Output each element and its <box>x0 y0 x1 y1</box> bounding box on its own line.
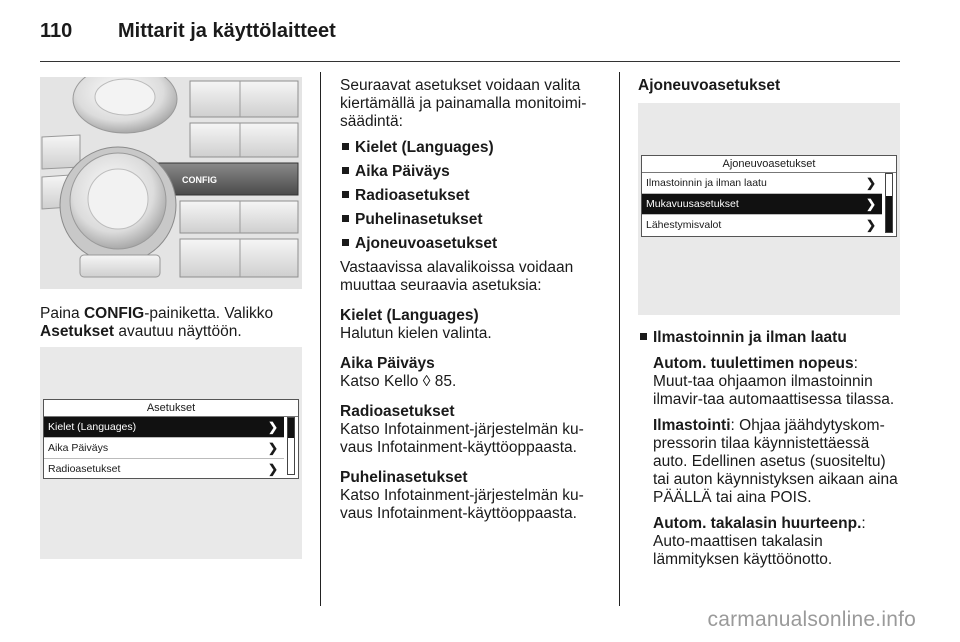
instruction-text-3: avautuu näyttöön. <box>114 323 242 340</box>
bullet-label: Aika Päiväys <box>355 163 450 180</box>
scrollbar-thumb[interactable] <box>886 196 892 232</box>
page-title: Mittarit ja käyttölaitteet <box>118 20 336 42</box>
config-button-label: CONFIG <box>182 175 217 185</box>
entry-separator: : <box>730 417 740 434</box>
scrollbar[interactable] <box>885 173 893 233</box>
bullet-languages <box>340 139 602 157</box>
menu-item-climate[interactable] <box>642 173 882 194</box>
bullet-date-time <box>340 163 602 181</box>
menu-item-radio-settings[interactable] <box>44 459 284 479</box>
config-console-illustration <box>40 77 302 289</box>
menu-item-languages[interactable] <box>44 417 284 438</box>
section-phone <box>340 469 602 523</box>
entry-separator: : <box>861 515 866 532</box>
section-body-text: Katso Kello <box>340 373 419 390</box>
entry-term: Autom. tuulettimen nopeus <box>653 355 854 372</box>
vehicle-settings-heading: Ajoneuvoasetukset <box>638 77 781 94</box>
bullet-radio <box>340 187 602 205</box>
entry-air-conditioning <box>653 417 900 507</box>
display-title: Asetukset <box>44 400 298 417</box>
bullet-label: Puhelinasetukset <box>355 211 483 228</box>
chevron-right-icon: ❯ <box>865 218 876 232</box>
scrollbar-thumb[interactable] <box>288 418 294 438</box>
bullet-label: Ajoneuvoasetukset <box>355 235 498 252</box>
bullet-label: Kielet (Languages) <box>355 139 494 156</box>
bullet-label: Ilmastoinnin ja ilman laatu <box>653 329 847 346</box>
asetukset-screen-figure <box>40 347 302 559</box>
bullet-climate <box>638 329 900 347</box>
instruction-config-bold: CONFIG <box>83 305 145 322</box>
chevron-right-icon: ❯ <box>865 197 876 211</box>
vehicle-settings-display <box>641 155 897 237</box>
right-column-text <box>638 329 900 577</box>
console-drawing <box>40 77 302 289</box>
section-date-time <box>340 355 602 391</box>
section-languages <box>340 307 602 343</box>
chevron-right-icon: ❯ <box>865 176 876 190</box>
watermark: carmanualsonline.info <box>707 608 916 631</box>
entry-fan-speed <box>653 355 900 409</box>
bullet-square-icon <box>342 167 349 174</box>
entry-rear-defog <box>653 515 900 569</box>
submenu-text: Vastaavissa alavalikoissa voidaan muuttaa seuraavia asetuksia: <box>340 259 574 294</box>
instruction-text-2: -painiketta. Valikko <box>144 305 274 322</box>
asetukset-display <box>43 399 299 479</box>
climate-entries <box>638 355 900 569</box>
entry-term: Ilmastointi <box>653 417 731 434</box>
chevron-right-icon: ❯ <box>267 462 278 476</box>
middle-column <box>340 77 602 523</box>
header-rule <box>40 61 900 62</box>
menu-item-label: Lähestymisvalot <box>646 219 722 231</box>
section-body: Katso Infotainment-järjestelmän ku-vaus Infotainment-käyttöoppaasta. <box>340 487 584 522</box>
menu-item-label: Mukavuusasetukset <box>646 198 739 210</box>
section-body <box>340 373 602 391</box>
section-heading: Radioasetukset <box>340 403 455 420</box>
section-radio <box>340 403 602 457</box>
bullet-label: Radioasetukset <box>355 187 470 204</box>
page-number: 110 <box>40 20 73 42</box>
bullet-phone <box>340 211 602 229</box>
column-divider-right <box>619 72 620 606</box>
bullet-square-icon <box>342 239 349 246</box>
section-heading: Puhelinasetukset <box>340 469 468 486</box>
menu-item-label: Aika Päiväys <box>48 442 109 454</box>
menu-item-label: Kielet (Languages) <box>48 421 137 433</box>
instruction-text-1: Paina <box>40 305 84 322</box>
config-instruction <box>40 305 302 341</box>
instruction-asetukset-bold: Asetukset <box>40 323 115 340</box>
bullet-square-icon <box>342 215 349 222</box>
section-body: Halutun kielen valinta. <box>340 325 492 342</box>
menu-item-date-time[interactable] <box>44 438 284 459</box>
bullet-vehicle <box>340 235 602 253</box>
menu-item-label: Ilmastoinnin ja ilman laatu <box>646 177 767 189</box>
menu-item-approach-lights[interactable] <box>642 215 882 235</box>
entry-separator: : <box>853 355 858 372</box>
bullet-square-icon <box>342 143 349 150</box>
entry-description: Ohjaa jäähdytyskom-pressorin tilaa käynnistettäessä auto. Edellinen asetus (suositeltu) tai auton käynnistyksen aikaan aina PÄÄLLÄ tai aina POIS. <box>653 417 898 506</box>
section-body: Katso Infotainment-järjestelmän ku-vaus Infotainment-käyttöoppaasta. <box>340 421 584 456</box>
intro-text: Seuraavat asetukset voidaan valita kiertämällä ja painamalla monitoimi-säädintä: <box>340 77 587 130</box>
chevron-right-icon: ❯ <box>267 441 278 455</box>
section-heading: Aika Päiväys <box>340 355 435 372</box>
vehicle-settings-screen-figure <box>638 103 900 315</box>
entry-description: Auto-maattisen takalasin lämmityksen käyttöönotto. <box>653 533 833 568</box>
bullet-square-icon <box>342 191 349 198</box>
entry-term: Autom. takalasin huurteenp. <box>653 515 862 532</box>
scrollbar[interactable] <box>287 417 295 475</box>
chevron-right-icon: ❯ <box>267 420 278 434</box>
page-reference-icon: ◊ <box>422 373 431 390</box>
page-reference-link[interactable]: 85. <box>434 373 457 390</box>
bullet-square-icon <box>640 333 647 340</box>
column-divider-left <box>320 72 321 606</box>
section-heading: Kielet (Languages) <box>340 307 479 324</box>
display-title: Ajoneuvoasetukset <box>642 156 896 173</box>
menu-item-comfort[interactable] <box>642 194 882 215</box>
menu-item-label: Radioasetukset <box>48 463 121 475</box>
entry-description: Muut-taa ohjaamon ilmastoinnin ilmavir-taa automaattisessa tilassa. <box>653 373 895 408</box>
